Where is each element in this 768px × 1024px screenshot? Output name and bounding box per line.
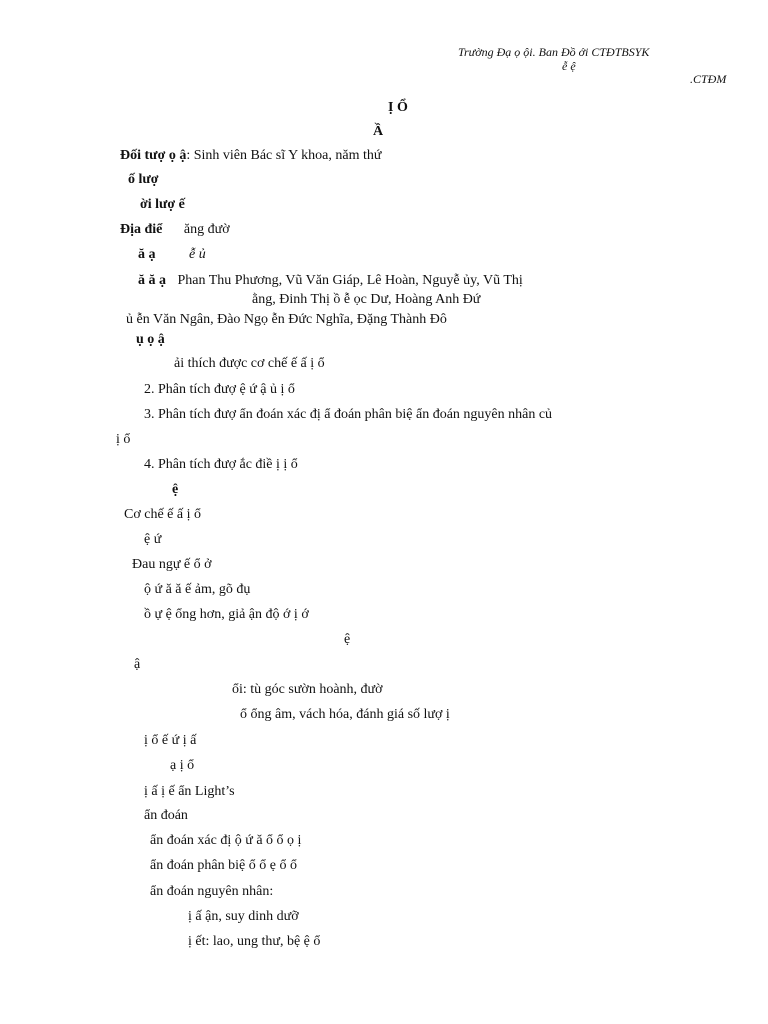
objectives-heading: ụ ọ ậ [136,332,165,347]
location-label: Địa điể [120,222,163,237]
subline-1: ệ [344,632,351,647]
exudate-line: ị ết: lao, ung thư, bệ ệ ổ [188,934,321,949]
ultrasound-line: ổ ổng âm, vách hóa, đánh giá số lượ ị [240,707,450,722]
authors-label: ă ă ạ [138,273,166,288]
objective-2: 2. Phân tích đượ ệ ứ ậ ủ ị ổ [144,382,295,397]
fluid-line: ạ ị ổ [170,758,195,773]
target-audience-value: : Sinh viên Bác sĩ Y khoa, năm thứ [186,148,382,163]
header-line-3: .CTĐM [690,72,727,86]
authors-names-1: Phan Thu Phương, Vũ Văn Giáp, Lê Hoàn, Nguyễ ủy, Vũ Thị [177,273,523,288]
header-line-2: ễ ệ [562,59,576,73]
differential-diagnosis-line: ẩn đoán phân biệ ổ ổ ẹ ổ ổ [150,858,297,873]
compiler-value: ễ ủ [189,247,206,262]
symptoms-heading: ệ ứ [144,532,162,547]
authors-line-2: ằng, Đinh Thị ồ ễ ọc Dư, Hoàng Anh Đứ [252,292,481,307]
location-line [120,222,230,238]
xray-line: ổi: tù góc sườn hoành, đườ [232,682,383,697]
objective-3-cont: ị ổ [116,432,131,447]
content-heading: ệ [172,482,179,497]
authors-line-3: ủ ễn Văn Ngân, Đào Ngọ ễn Đức Nghĩa, Đặng Thành Đô [126,312,447,327]
objective-4: 4. Phân tích đượ ắc điề ị ị ổ [144,457,298,472]
light-criteria-line: ị ấ ị ế ẩn Light’s [144,784,235,799]
paraclinical-heading: ậ [134,657,141,672]
authors-line-1 [138,273,523,289]
compiler-line [138,247,206,263]
triad-line: ộ ứ ă ă ế ảm, gõ đụ [144,582,251,597]
definitive-diagnosis-line: ẩn đoán xác đị ộ ứ ă ổ ổ ọ ị [150,833,302,848]
title-line-1: Ị Ổ [388,100,408,115]
target-audience-line [120,148,381,164]
mechanism-line: Cơ chế ế ấ ị ổ [124,507,201,522]
target-audience-label: Đối tượ ọ ậ [120,148,187,163]
objective-3: 3. Phân tích đượ ẩn đoán xác đị ẩ đoán phân biệ ẩn đoán nguyên nhân củ [144,407,553,422]
student-count-line: ố lượ [128,172,159,187]
header-line-1: Trường Đạ ọ ội. Ban Đồ ới CTĐTBSYK [458,45,650,59]
title-line-2: Ầ [373,124,384,139]
puncture-line: ị ổ ế ứ ị ấ [144,733,197,748]
fullness-line: ồ ự ệ ổng hơn, giả ận độ ớ ị ớ [144,607,309,622]
etiology-heading: ẩn đoán nguyên nhân: [150,884,274,899]
chest-pain-line: Đau ngự ế ổ ở [132,557,212,572]
objective-1: ải thích được cơ chế ế ấ ị ổ [174,356,325,371]
diagnosis-heading: ẩn đoán [144,808,188,823]
transudate-line: ị ấ ận, suy dinh dưỡ [188,909,299,924]
location-value: ăng đườ [183,222,230,237]
compiler-label: ă ạ [138,247,156,262]
duration-line: ời lượ ế [140,197,185,212]
